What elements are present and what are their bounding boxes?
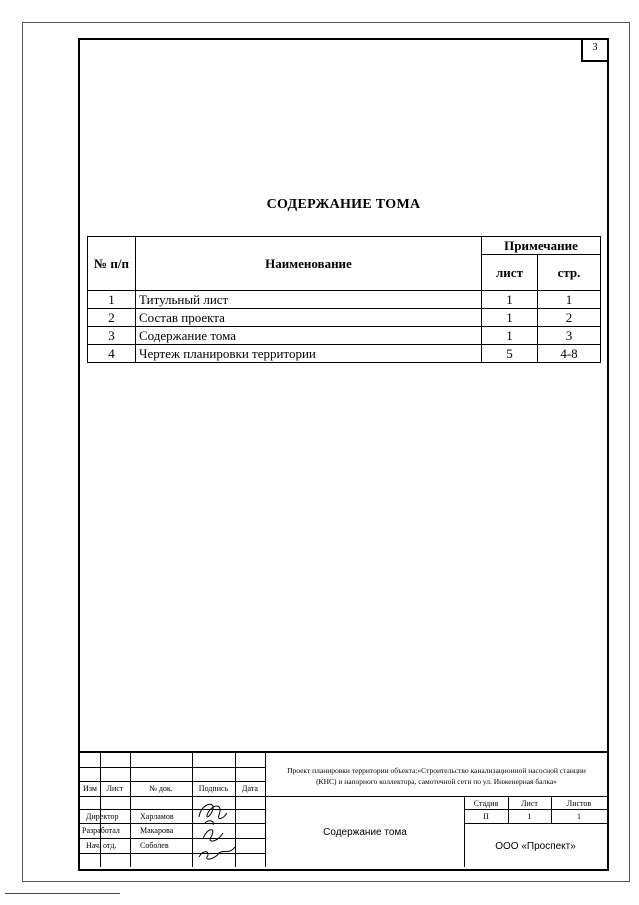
row-sheet: 1 (482, 327, 538, 345)
project-line-2: (КНС) и напорного коллектора, самотечной сети по ул. Инженерная балка» (316, 777, 557, 786)
col-izm: Изм (83, 784, 97, 793)
sheet-label: Лист (521, 799, 538, 808)
document-title: СОДЕРЖАНИЕ ТОМА (266, 197, 421, 212)
name-dept-head: Соболев (140, 841, 169, 850)
name-director: Харламов (140, 812, 174, 821)
row-page: 3 (538, 327, 601, 345)
sheets-label: Листов (566, 799, 592, 808)
row-number: 4 (88, 345, 136, 363)
title-block (80, 751, 607, 869)
header-note: Примечание (482, 237, 601, 255)
header-sheet: лист (482, 255, 538, 291)
sheets-value: 1 (577, 812, 581, 821)
row-name: Содержание тома (136, 327, 482, 345)
table-row (88, 291, 601, 309)
row-name: Титульный лист (136, 291, 482, 309)
col-list: Лист (106, 784, 124, 793)
table-row (88, 327, 601, 345)
row-number: 3 (88, 327, 136, 345)
drawing-frame (78, 38, 609, 871)
organization: ООО «Проспект» (495, 841, 576, 852)
col-date: Дата (242, 784, 258, 793)
row-name: Состав проекта (136, 309, 482, 327)
project-line-1: Проект планировки территории объекта:«Строительство канализационной насосной станции (287, 766, 586, 775)
role-developer: Разработал (82, 826, 120, 835)
row-sheet: 5 (482, 345, 538, 363)
row-page: 1 (538, 291, 601, 309)
row-page: 4-8 (538, 345, 601, 363)
row-sheet: 1 (482, 291, 538, 309)
row-page: 2 (538, 309, 601, 327)
table-row (88, 309, 601, 327)
row-sheet: 1 (482, 309, 538, 327)
header-number: № п/п (88, 237, 136, 291)
col-signature: Подпись (198, 784, 229, 793)
header-page: стр. (538, 255, 601, 291)
sheet-title: Содержание тома (323, 827, 407, 838)
role-director: Директор (86, 812, 119, 821)
contents-table (87, 236, 601, 363)
name-developer: Макарова (140, 826, 174, 835)
bottom-rule (5, 893, 120, 894)
col-doc-no: № док. (149, 784, 173, 793)
row-number: 1 (88, 291, 136, 309)
page-number: 3 (581, 38, 609, 62)
table-row (88, 345, 601, 363)
header-name: Наименование (136, 237, 482, 291)
stage-label: Стадия (473, 799, 499, 808)
stage-value: П (483, 812, 489, 821)
role-dept-head: Нач. отд. (86, 841, 117, 850)
row-number: 2 (88, 309, 136, 327)
row-name: Чертеж планировки территории (136, 345, 482, 363)
signature-scribbles (193, 797, 237, 867)
sheet-value: 1 (527, 812, 532, 821)
